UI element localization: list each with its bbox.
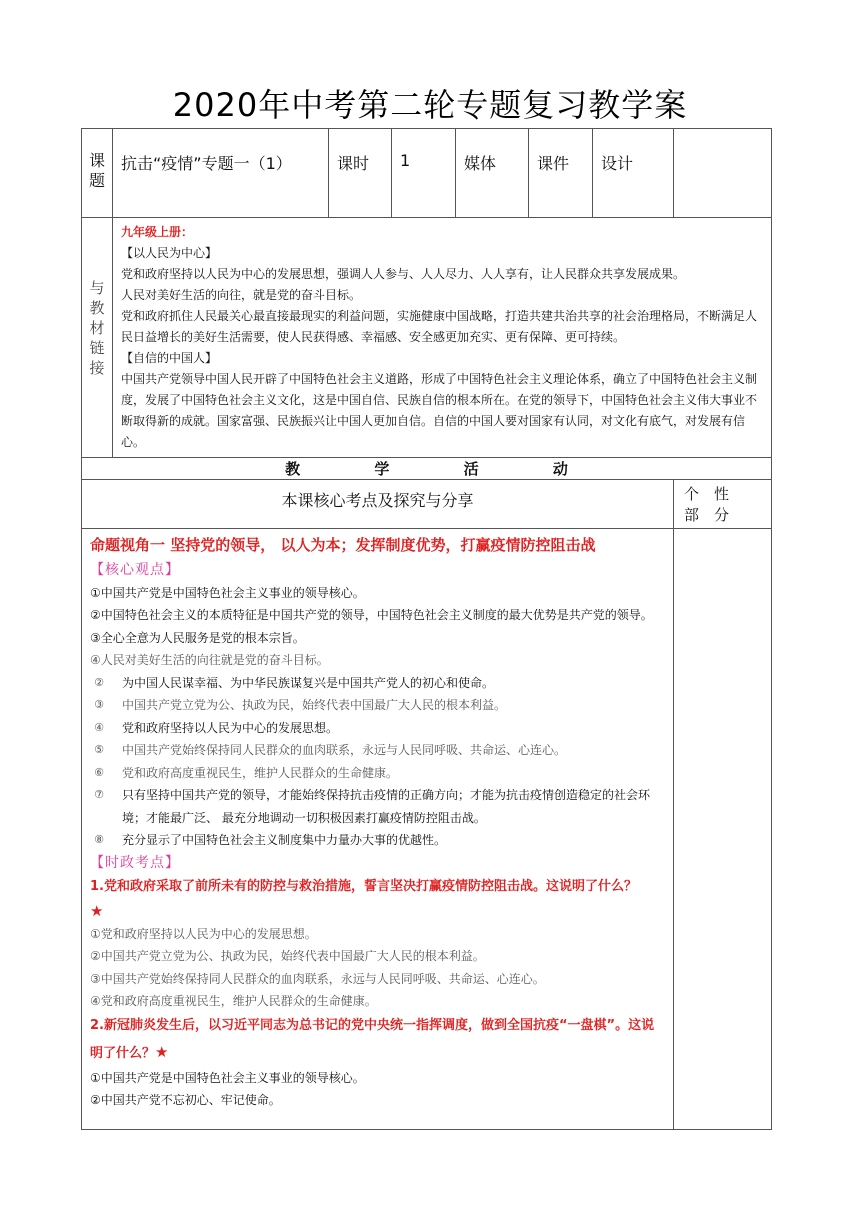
core-point: ③全心全意为人民服务是党的根本宗旨。 <box>90 630 305 645</box>
q1-answer: ④党和政府高度重视民生，维护人民群众的生命健康。 <box>90 994 377 1008</box>
numbered-point: ⑤ 中国共产党始终保持同人民群众的血肉联系，永远与人民同呼吸、共命运、心连心。 <box>94 743 567 757</box>
document-title: 2020年中考第二轮专题复习教学案 <box>172 86 688 124</box>
q2-answer: ②中国共产党不忘初心、牢记使命。 <box>90 1093 281 1107</box>
core-viewpoint-label: 【核心观点】 <box>90 562 180 578</box>
textbook-link-content <box>113 218 772 458</box>
media-label: 媒体 <box>456 129 529 218</box>
hours-label: 课时 <box>329 129 392 218</box>
activity-header-row <box>82 458 772 480</box>
angle-title: 命题视角一 坚持党的领导， 以人为本；发挥制度优势，打赢疫情防控阻击战 <box>90 536 596 554</box>
numbered-point: ⑧ 充分显示了中国特色社会主义制度集中力量办大事的优越性。 <box>94 833 447 847</box>
numbered-point: ④ 党和政府坚持以人民为中心的发展思想。 <box>94 720 339 735</box>
q1-answer: ②中国共产党立党为公、执政为民，始终代表中国最广大人民的根本利益。 <box>90 949 485 963</box>
header-row <box>82 129 772 218</box>
link-line: 人民对美好生活的向往，就是党的奋斗目标。 <box>121 288 362 302</box>
numbered-point: ⑦ 只有坚持中国共产党的领导，才能始终保持抗击疫情的正确方向；才能为抗击疫情创造稳定的社会环境；才能最广泛、 最充分地调动一切积极因素打赢疫情防控阻击战。 <box>94 788 651 825</box>
topic-cell: 抗击“疫情”专题一（1） <box>113 129 329 218</box>
core-point: ①中国共产党是中国特色社会主义事业的领导核心。 <box>90 585 365 600</box>
ke-ti-label-cell <box>82 129 113 218</box>
personal-notes-cell <box>674 529 772 1130</box>
star-icon: ★ <box>155 1042 169 1061</box>
personal-section-label: 个 性 部 分 <box>674 480 772 529</box>
star-icon: ★ <box>90 902 104 920</box>
hours-value: 1 <box>392 129 456 218</box>
activity-header: 教 学 活 动 <box>82 458 772 480</box>
numbered-point: ⑥ 党和政府高度重视民生，维护人民群众的生命健康。 <box>94 765 399 780</box>
core-point: ②中国特色社会主义的本质特征是中国共产党的领导，中国特色社会主义制度的最大优势是共产党的领导。 <box>90 608 653 622</box>
core-point: ④人民对美好生活的向往就是党的奋斗目标。 <box>90 653 329 667</box>
current-affairs-label: 【时政考点】 <box>90 854 180 871</box>
textbook-link-row <box>82 218 772 458</box>
link-line: 党和政府坚持以人民为中心的发展思想，强调人人参与、人人尽力、人人享有，让人民群众共享发展成果。 <box>121 267 686 281</box>
q1-answer: ①党和政府坚持以人民为中心的发展思想。 <box>90 926 317 941</box>
q1-answer: ③中国共产党始终保持同人民群众的血肉联系，永远与人民同呼吸、共命运、心连心。 <box>90 971 545 986</box>
link-line: 【自信的中国人】 <box>121 351 218 365</box>
ke-ti-label: 课题 <box>88 151 105 190</box>
main-content <box>82 529 674 1130</box>
link-line: 党和政府抓住人民最关心最直接最现实的利益问题，实施健康中国战略，打造共建共治共享的社会治理格局，不断满足人民日益增长的美好生活需要，使人民获得感、幸福感、安全感更加充实、更有保障、更可持续。 <box>121 309 758 344</box>
numbered-point: ② 为中国人民谋幸福、为中华民族谋复兴是中国共产党人的初心和使命。 <box>94 675 495 690</box>
section-title: 本课核心考点及探究与分享 <box>82 480 674 529</box>
question-2: 2.新冠肺炎发生后，以习近平同志为总书记的党中央统一指挥调度，做到全国抗疫“一盘棋”。这说明了什么？★ <box>90 1017 655 1061</box>
media-value: 课件 <box>529 129 593 218</box>
textbook-link-label: 与 教 材 链 接 <box>82 218 113 458</box>
link-line: 【以人民为中心】 <box>121 246 218 260</box>
grade-label: 九年级上册： <box>121 225 194 239</box>
design-label: 设计 <box>593 129 674 218</box>
design-value <box>674 129 772 218</box>
content-row <box>82 529 772 1130</box>
question-1: 1.党和政府采取了前所未有的防控与救治措施，誓言坚决打赢疫情防控阻击战。这说明了什么？ <box>90 879 637 894</box>
link-line: 中国共产党领导中国人民开辟了中国特色社会主义道路，形成了中国特色社会主义理论体系，确立了中国特色社会主义制度，发展了中国特色社会主义文化，这是中国自信、民族自信的根本所在。在党的领导下，中国特色社会主义伟大事业不断取得新的成就。国家富强、民族振兴让中国人更加自信。自信的中国人要对国家有认同，对文化有底气，对发展有信心。 <box>121 372 758 449</box>
numbered-point: ③ 中国共产党立党为公、执政为民，始终代表中国最广大人民的根本利益。 <box>94 698 507 712</box>
q2-answer: ①中国共产党是中国特色社会主义事业的领导核心。 <box>90 1070 365 1085</box>
lesson-plan-table <box>81 128 772 1130</box>
section-header-row <box>82 480 772 529</box>
